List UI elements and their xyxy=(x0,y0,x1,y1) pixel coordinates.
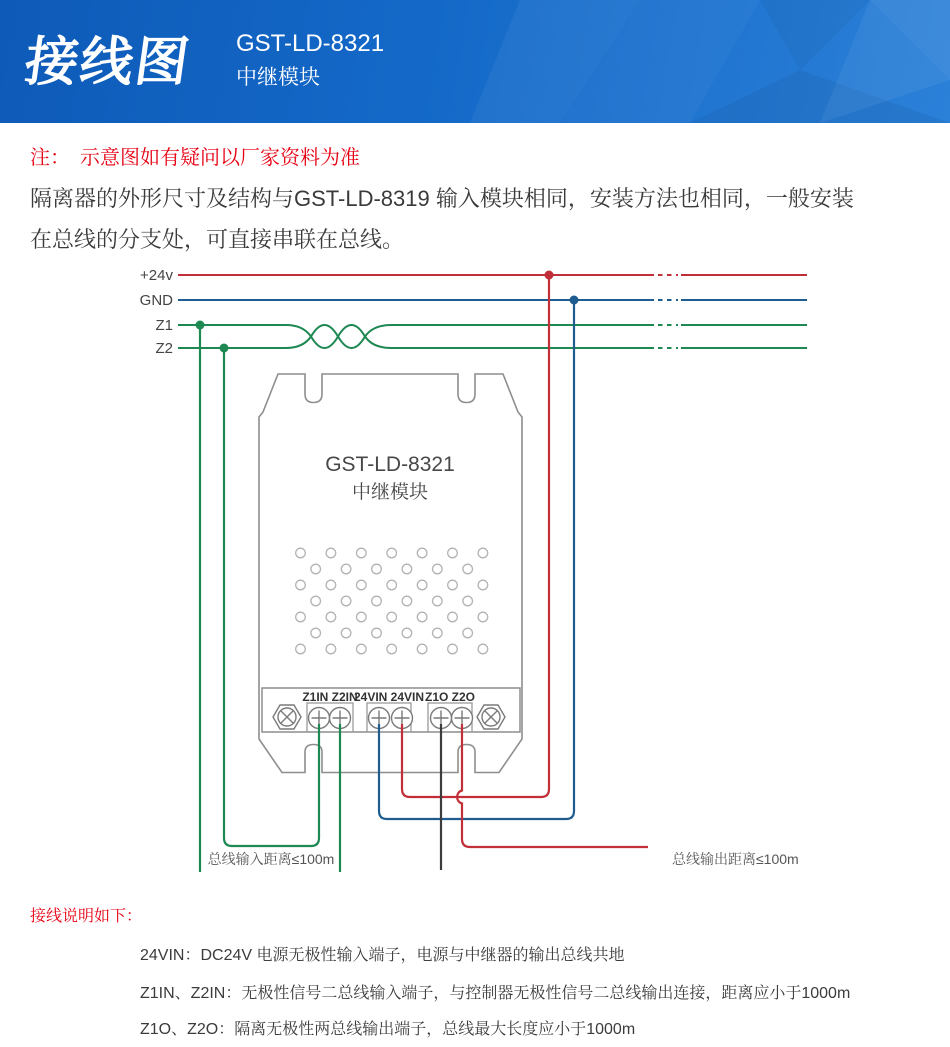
terminal-label-z1o-z2o: Z1O Z2O xyxy=(424,690,476,704)
bus-line-z1-z2-twisted-pair xyxy=(178,325,807,348)
module-model-number: GST-LD-8321 xyxy=(236,30,385,57)
mounting-screw-left xyxy=(273,705,301,729)
module-label-name: 中继模块 xyxy=(351,482,429,503)
bus-label-z2: Z2 xyxy=(155,340,173,357)
page-title: 接线图 xyxy=(21,33,195,92)
terminal-label-24vin-24vin: 24VIN 24VIN xyxy=(353,690,425,704)
intro-line-2: 在总线的分支处，可直接串联在总线。 xyxy=(30,227,405,252)
header-banner xyxy=(0,0,950,123)
module-label-model: GST-LD-8321 xyxy=(325,453,455,476)
module-name: 中继模块 xyxy=(236,66,320,89)
terminal-label-z1in-z2in: Z1IN Z2IN xyxy=(302,690,358,704)
wiring-note-24vin: 24VIN：DC24V 电源无极性输入端子，电源与中继器的输出总线共地 xyxy=(140,947,625,964)
bus-label-24v: +24v xyxy=(140,267,173,284)
wiring-notes-heading: 接线说明如下： xyxy=(30,908,143,925)
terminal-labels xyxy=(302,690,475,704)
bus-labels xyxy=(140,267,174,357)
bus-label-z1: Z1 xyxy=(155,317,173,334)
disclaimer-note: 注： 示意图如有疑问以厂家资料为准 xyxy=(30,147,360,169)
intro-line-1: 隔离器的外形尺寸及结构与GST-LD-8319 输入模块相同，安装方法也相同，一般安装 xyxy=(30,186,854,211)
mounting-screw-right xyxy=(477,705,505,729)
junction-dots xyxy=(196,271,579,353)
bus-input-distance-label: 总线输入距离≤100m xyxy=(207,851,335,867)
wiring-note-z1o-z2o: Z1O、Z2O：隔离无极性两总线输出端子，总线最大长度应小于1000m xyxy=(140,1021,636,1038)
wiring-diagram xyxy=(0,252,950,882)
wiring-note-z1in-z2in: Z1IN、Z2IN：无极性信号二总线输入端子，与控制器无极性信号二总线输出连接，距离应小于1000m xyxy=(140,985,851,1002)
intro-paragraph xyxy=(30,178,930,260)
bus-output-distance-label: 总线输出距离≤100m xyxy=(672,851,799,867)
bus-label-gnd: GND xyxy=(139,292,173,309)
